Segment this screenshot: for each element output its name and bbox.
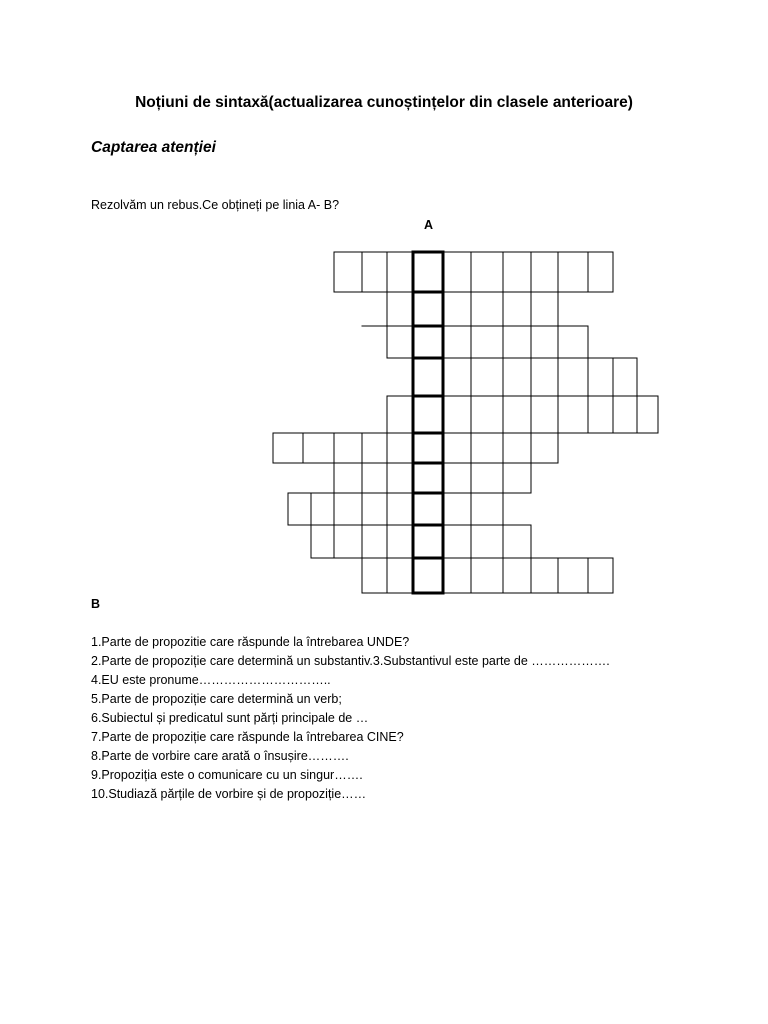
crossword-key-cell bbox=[413, 358, 443, 396]
crossword-key-cell bbox=[413, 292, 443, 326]
crossword-cell bbox=[503, 326, 531, 358]
crossword-cell bbox=[387, 326, 413, 358]
crossword-cell bbox=[558, 358, 588, 396]
crossword-cell bbox=[362, 463, 387, 493]
crossword-cell bbox=[503, 525, 531, 558]
crossword-cell bbox=[387, 463, 413, 493]
crossword-cell bbox=[503, 433, 531, 463]
intro-text: Rezolvăm un rebus.Ce obțineți pe linia A- B? bbox=[91, 198, 340, 212]
crossword-cell bbox=[503, 463, 531, 493]
crossword-cell bbox=[531, 433, 558, 463]
crossword-cell bbox=[443, 525, 471, 558]
crossword-cell bbox=[362, 252, 387, 292]
crossword-cell bbox=[503, 396, 531, 433]
crossword-cell bbox=[387, 493, 413, 525]
solution-column bbox=[413, 252, 443, 593]
crossword-cell bbox=[531, 326, 558, 358]
crossword-cell bbox=[471, 493, 503, 525]
crossword-row bbox=[273, 433, 558, 463]
clue-item: 5.Parte de propoziție care determină un verb; bbox=[91, 692, 342, 706]
crossword-cell bbox=[531, 358, 558, 396]
crossword-key-cell bbox=[413, 326, 443, 358]
clue-item: 2.Parte de propoziție care determină un substantiv.3.Substantivul este parte de ………………. bbox=[91, 654, 610, 668]
crossword-cell bbox=[334, 525, 362, 558]
crossword-cell bbox=[362, 525, 387, 558]
crossword-cell bbox=[588, 396, 613, 433]
crossword-cell bbox=[443, 252, 471, 292]
crossword-cell bbox=[503, 292, 531, 326]
crossword-cell bbox=[558, 252, 588, 292]
crossword-cell bbox=[311, 493, 334, 525]
crossword-cell bbox=[387, 525, 413, 558]
marker-b: B bbox=[91, 597, 101, 611]
clue-item: 8.Parte de vorbire care arată o însușire………. bbox=[91, 749, 349, 763]
crossword-key-cell bbox=[413, 433, 443, 463]
crossword-cell bbox=[303, 433, 334, 463]
crossword-cell bbox=[588, 358, 613, 396]
crossword-row bbox=[311, 525, 531, 558]
crossword-key-cell bbox=[413, 252, 443, 292]
crossword-cell bbox=[531, 396, 558, 433]
crossword-cell bbox=[471, 433, 503, 463]
crossword-cell bbox=[471, 463, 503, 493]
crossword-cell bbox=[362, 433, 387, 463]
crossword-cell bbox=[588, 558, 613, 593]
crossword-cell bbox=[362, 493, 387, 525]
crossword-row bbox=[288, 493, 503, 525]
crossword-cell bbox=[471, 558, 503, 593]
crossword-cell bbox=[387, 558, 413, 593]
crossword-cell bbox=[334, 463, 362, 493]
marker-a: A bbox=[424, 218, 434, 232]
crossword-cell bbox=[273, 433, 303, 463]
crossword-cell bbox=[471, 396, 503, 433]
crossword-row bbox=[413, 358, 637, 396]
crossword-cell bbox=[558, 326, 588, 358]
crossword-key-cell bbox=[413, 525, 443, 558]
crossword-cell bbox=[334, 493, 362, 525]
crossword-row bbox=[387, 292, 558, 326]
crossword-cell bbox=[588, 252, 613, 292]
crossword-cell bbox=[558, 396, 588, 433]
crossword-row bbox=[334, 252, 613, 292]
crossword-cell bbox=[531, 292, 558, 326]
crossword-cell bbox=[471, 326, 503, 358]
crossword-cell bbox=[471, 252, 503, 292]
crossword-cell bbox=[503, 252, 531, 292]
crossword-row bbox=[387, 326, 588, 358]
crossword-cell bbox=[334, 433, 362, 463]
crossword-key-cell bbox=[413, 493, 443, 525]
crossword-cell bbox=[531, 252, 558, 292]
crossword-key-cell bbox=[413, 558, 443, 593]
crossword-cell bbox=[311, 525, 334, 558]
crossword-cell bbox=[387, 252, 413, 292]
page-title: Noțiuni de sintaxă(actualizarea cunoștințelor din clasele anterioare) bbox=[135, 94, 633, 111]
crossword-cell bbox=[637, 396, 658, 433]
clue-item: 6.Subiectul și predicatul sunt părți principale de … bbox=[91, 711, 369, 725]
crossword-cell bbox=[387, 433, 413, 463]
crossword-key-cell bbox=[413, 396, 443, 433]
crossword-cell bbox=[503, 558, 531, 593]
crossword-cell bbox=[503, 358, 531, 396]
crossword-cell bbox=[443, 558, 471, 593]
crossword-cell bbox=[387, 396, 413, 433]
section-heading: Captarea atenției bbox=[91, 139, 216, 156]
crossword-cell bbox=[387, 292, 413, 326]
crossword-cell bbox=[288, 493, 311, 525]
clue-list bbox=[91, 633, 610, 804]
crossword-cell bbox=[334, 252, 362, 292]
crossword-cell bbox=[443, 463, 471, 493]
crossword-cell bbox=[443, 493, 471, 525]
crossword-cell bbox=[443, 433, 471, 463]
crossword-cell bbox=[362, 558, 387, 593]
crossword-cell bbox=[471, 358, 503, 396]
crossword-cell bbox=[443, 358, 471, 396]
crossword-cell bbox=[443, 292, 471, 326]
crossword-cell bbox=[613, 358, 637, 396]
crossword-row bbox=[334, 463, 531, 493]
crossword-cell bbox=[443, 396, 471, 433]
clue-item: 4.EU este pronume………………………….. bbox=[91, 673, 331, 687]
crossword-cell bbox=[471, 525, 503, 558]
clue-item: 7.Parte de propoziție care răspunde la întrebarea CINE? bbox=[91, 730, 404, 744]
crossword-row bbox=[387, 396, 658, 433]
clue-item: 1.Parte de propozitie care răspunde la întrebarea UNDE? bbox=[91, 635, 410, 649]
crossword-cell bbox=[443, 326, 471, 358]
crossword-cell bbox=[558, 558, 588, 593]
crossword-row bbox=[362, 558, 613, 593]
clue-item: 10.Studiază părțile de vorbire și de propoziție…… bbox=[91, 787, 367, 801]
clue-item: 9.Propoziția este o comunicare cu un singur……. bbox=[91, 768, 363, 782]
crossword-key-cell bbox=[413, 463, 443, 493]
crossword-cell bbox=[471, 292, 503, 326]
crossword-cell bbox=[531, 558, 558, 593]
crossword-cell bbox=[613, 396, 637, 433]
